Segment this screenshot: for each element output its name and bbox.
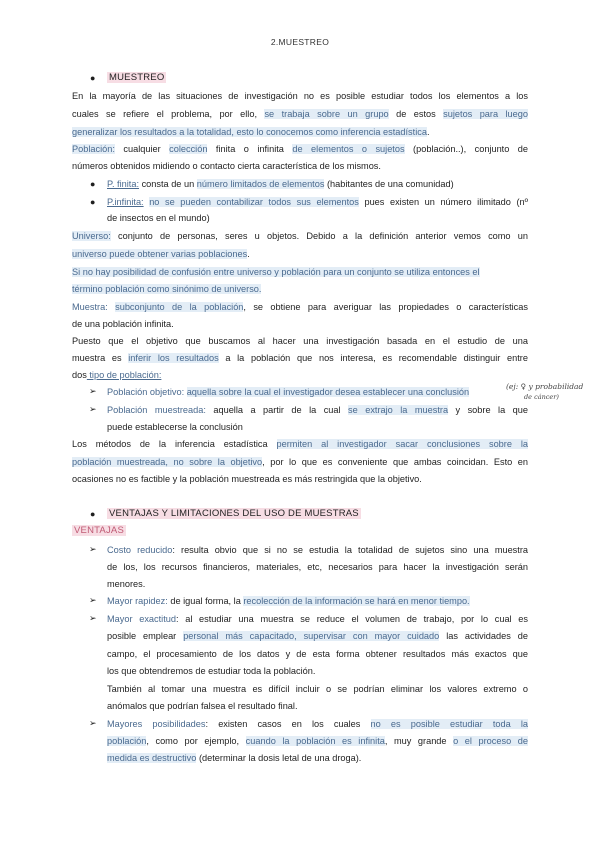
paragraph-line: población muestreada, no sobre la objetivo, por lo que es conveniente que ambas coincidan. Esto en xyxy=(72,457,529,467)
arrow-icon: ➢ xyxy=(89,613,97,623)
paragraph-line: Si no hay posibilidad de confusión entre universo y población para un conjunto se utiliza entonces el xyxy=(72,267,480,277)
section-heading-muestreo: MUESTREO xyxy=(109,72,165,83)
definition-universo: Universo: conjunto de personas, seres u objetos. Debido a la definición anterior vemos como un xyxy=(72,231,528,241)
bullet-icon: ● xyxy=(90,179,96,189)
arrow-icon: ➢ xyxy=(89,404,97,414)
paragraph-line: menores. xyxy=(107,579,146,589)
paragraph-line: campo, el procesamiento de los datos y de esta forma obtener resultados más exactos que xyxy=(107,649,528,659)
paragraph-line: población, como por ejemplo, cuando la población es infinita, muy grande o el proceso de xyxy=(107,736,528,746)
paragraph-line: de insectos en el mundo) xyxy=(107,213,210,223)
list-item-poblacion-objetivo: Población objetivo: aquella sobre la cual el investigador desea establecer una conclusión xyxy=(107,387,470,397)
paragraph-line: universo puede obtener varias poblaciones. xyxy=(72,249,250,259)
arrow-icon: ➢ xyxy=(89,544,97,554)
paragraph-line: término población como sinónimo de universo. xyxy=(72,284,262,294)
paragraph-line: generalizar los resultados a la totalidad, esto lo conocemos como inferencia estadística. xyxy=(72,127,430,137)
paragraph-line: anómalos que podrían falsea el resultado final. xyxy=(107,701,298,711)
paragraph-line: muestra es inferir los resultados a la población que nos interesa, es recomendable distinguir entre xyxy=(72,353,528,363)
paragraph-line: Los métodos de la inferencia estadística permiten al investigador sacar conclusiones sobre la xyxy=(72,439,528,449)
paragraph-line: dos tipo de población: xyxy=(72,370,162,380)
section-heading-ventajas-limitaciones: VENTAJAS Y LIMITACIONES DEL USO DE MUESTRAS xyxy=(109,508,359,519)
paragraph-line: posible emplear personal más capacitado, supervisar con mayor cuidado las actividades de xyxy=(107,631,528,641)
paragraph-line: Puesto que el objetivo que buscamos al hacer una investigación basada en el estudio de una xyxy=(72,336,528,346)
term-poblacion: Población: xyxy=(72,144,115,154)
subheading-ventajas: VENTAJAS xyxy=(74,525,124,536)
list-item-mayores-posibilidades: Mayores posibilidades: existen casos en los cuales no es posible estudiar toda la xyxy=(107,719,528,729)
paragraph-line: También al tomar una muestra es difícil incluir o se podrían eliminar los valores extremo o xyxy=(107,684,528,694)
paragraph-line: cuales se refiere el problema, por ello, se trabaja sobre un grupo de estos sujetos para luego xyxy=(72,109,528,119)
term-universo: Universo: xyxy=(72,231,111,241)
term-muestra: Muestra: xyxy=(72,302,108,312)
arrow-icon: ➢ xyxy=(89,595,97,605)
paragraph-line: de una población infinita. xyxy=(72,319,174,329)
paragraph-line: números obtenidos midiendo o contacto cierta característica de los mismos. xyxy=(72,161,381,171)
paragraph-line: de los, los recursos financieros, materiales, etc, necesarios para hacer la investigación serán xyxy=(107,562,528,572)
handwritten-note: de cáncer) xyxy=(524,393,559,401)
bullet-icon: ● xyxy=(90,73,96,83)
list-item-p-finita: P. finita: consta de un número limitados de elementos (habitantes de una comunidad) xyxy=(107,179,454,189)
list-item-mayor-rapidez: Mayor rapidez: de igual forma, la recolección de la información se hará en menor tiempo. xyxy=(107,596,470,606)
paragraph-line: medida es destructivo (determinar la dosis letal de una droga). xyxy=(107,753,362,763)
list-item-mayor-exactitud: Mayor exactitud: al estudiar una muestra se reduce el volumen de trabajo, por lo cual es xyxy=(107,614,528,624)
bullet-icon: ● xyxy=(90,509,96,519)
arrow-icon: ➢ xyxy=(89,386,97,396)
list-item-p-infinita: P.infinita: no se pueden contabilizar todos sus elementos pues existen un número ilimitado (nº xyxy=(107,197,528,207)
bullet-icon: ● xyxy=(90,197,96,207)
definition-poblacion: Población: cualquier colección finita o infinita de elementos o sujetos (población..), conjunto de xyxy=(72,144,529,154)
list-item-costo-reducido: Costo reducido: resulta obvio que si no se estudia la totalidad de sujetos sino una muestra xyxy=(107,545,529,555)
paragraph-line: los que obtendremos de estudiar toda la población. xyxy=(107,666,316,676)
list-item-poblacion-muestreada: Población muestreada: aquella a partir de la cual se extrajo la muestra y sobre la que xyxy=(107,405,528,415)
paragraph-line: ocasiones no es factible y la población muestreada es más restringida que la objetivo. xyxy=(72,474,422,484)
paragraph-line: puede establecerse la conclusión xyxy=(107,422,243,432)
paragraph-line: En la mayoría de las situaciones de investigación no es posible estudiar todos los elementos a los xyxy=(72,91,528,101)
page-title: 2.MUESTREO xyxy=(270,37,330,47)
definition-muestra: Muestra: subconjunto de la población, se obtiene para averiguar las propiedades o características xyxy=(72,302,528,312)
arrow-icon: ➢ xyxy=(89,718,97,728)
handwritten-note: (ej: ♀ y probabilidad xyxy=(506,382,584,391)
